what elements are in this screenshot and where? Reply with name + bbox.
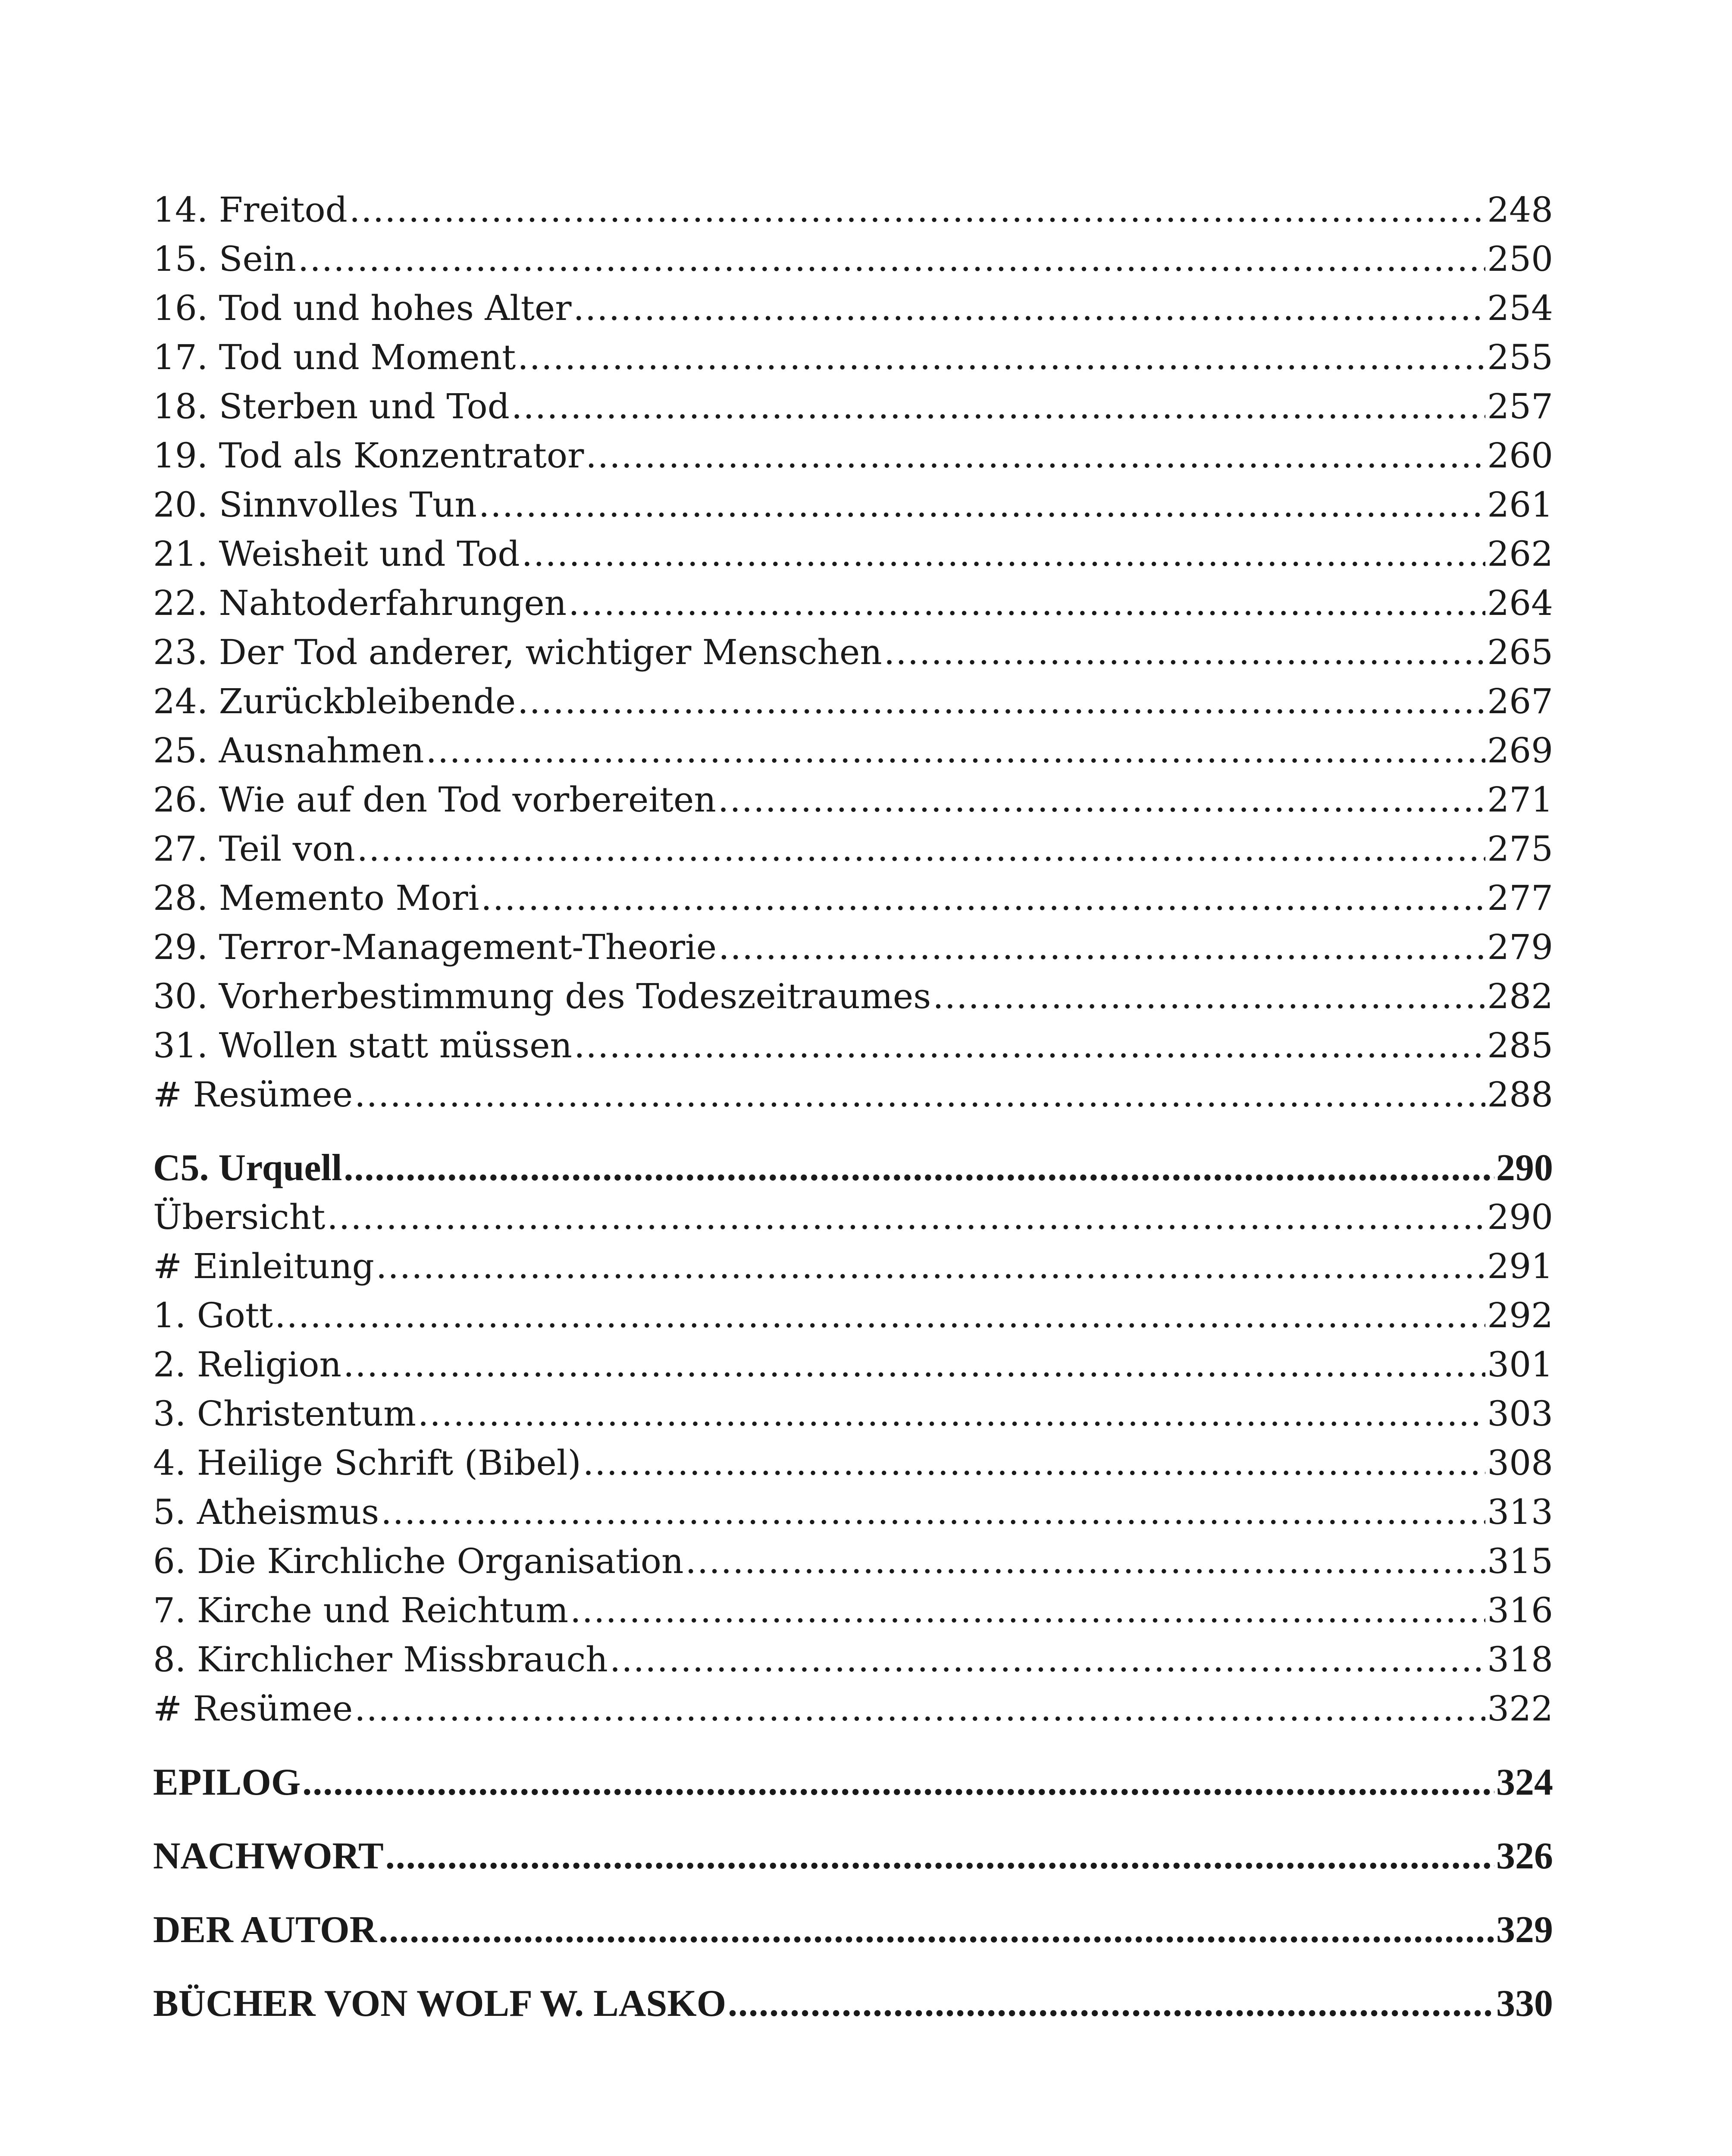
toc-entry[interactable] [153,530,1553,579]
toc-dot-leader [349,185,1485,235]
toc-entry[interactable] [153,235,1553,284]
toc-page-number: 257 [1487,386,1553,426]
toc-entry-title: 19. Tod als Konzentrator [153,436,584,476]
toc-page-number: 301 [1487,1344,1553,1385]
toc-dot-leader [517,677,1485,726]
toc-page-number: 288 [1487,1075,1553,1115]
toc-entry[interactable] [153,1021,1553,1070]
toc-dot-leader [517,333,1485,382]
toc-entry[interactable] [153,1488,1553,1537]
toc-entry[interactable] [153,775,1553,824]
toc-entry-title: NACHWORT [153,1835,384,1877]
toc-page-number: 254 [1487,288,1553,328]
toc-dot-leader [574,1021,1485,1070]
toc-dot-leader [385,1832,1494,1881]
toc-page-number: 260 [1487,436,1553,476]
toc-entry[interactable] [153,628,1553,677]
toc-dot-leader [354,1070,1485,1119]
toc-page-number: 315 [1487,1541,1553,1581]
toc-page-number: 265 [1487,632,1553,672]
toc-section-heading[interactable] [153,1832,1553,1881]
toc-dot-leader [522,530,1486,579]
toc-dot-leader [884,628,1485,677]
toc-dot-leader [718,775,1485,824]
toc-dot-leader [573,284,1485,333]
toc-entry-title: 1. Gott [153,1295,273,1335]
toc-entry[interactable] [153,185,1553,235]
toc-dot-leader [570,1586,1485,1635]
toc-entry-title: 21. Weisheit und Tod [153,534,520,574]
toc-dot-leader [586,431,1485,480]
toc-entry-title: 25. Ausnahmen [153,730,424,771]
toc-page-number: 262 [1487,534,1553,574]
toc-entry-title: DER AUTOR [153,1909,377,1951]
toc-entry-title: 27. Teil von [153,829,355,869]
toc-page-number: 275 [1487,829,1553,869]
toc-section-heading[interactable] [153,1758,1553,1807]
toc-dot-leader [418,1389,1485,1438]
toc-entry-title: 5. Atheismus [153,1492,379,1532]
toc-entry-title: 23. Der Tod anderer, wichtiger Menschen [153,632,882,672]
toc-entry-title: 6. Die Kirchliche Organisation [153,1541,684,1581]
toc-entry[interactable] [153,431,1553,480]
toc-page-number: 282 [1487,976,1553,1016]
toc-entry[interactable] [153,382,1553,431]
toc-entry-title: # Einleitung [153,1246,374,1286]
toc-section-heading[interactable] [153,1979,1553,2028]
toc-entry[interactable] [153,923,1553,972]
toc-entry[interactable] [153,1193,1553,1242]
toc-section-heading[interactable] [153,1144,1553,1193]
toc-dot-leader [327,1193,1485,1242]
toc-dot-leader [610,1635,1485,1684]
toc-entry[interactable] [153,284,1553,333]
toc-page-number: 248 [1487,190,1553,230]
toc-dot-leader [302,1758,1494,1807]
toc-entry-title: 2. Religion [153,1344,341,1385]
toc-entry-title: 22. Nahtoderfahrungen [153,583,567,623]
toc-dot-leader [583,1438,1486,1488]
toc-dot-leader [354,1684,1485,1733]
toc-page-number: 316 [1487,1590,1553,1630]
toc-dot-leader [479,480,1485,530]
toc-entry-title: 31. Wollen statt müssen [153,1025,573,1065]
toc-dot-leader [685,1537,1485,1586]
toc-page-number: 313 [1487,1492,1553,1532]
toc-page-number: 264 [1487,583,1553,623]
toc-entry-title: 4. Heilige Schrift (Bibel) [153,1443,581,1483]
toc-dot-leader [381,1488,1485,1537]
toc-page-number: 308 [1487,1443,1553,1483]
toc-dot-leader [481,874,1485,923]
toc-entry-title: 29. Terror-Management-Theorie [153,927,717,967]
toc-dot-leader [275,1291,1485,1340]
toc-entry[interactable] [153,579,1553,628]
toc-dot-leader [376,1242,1485,1291]
toc-page-number: 267 [1487,681,1553,721]
toc-entry[interactable] [153,1635,1553,1684]
toc-page-number: 303 [1487,1394,1553,1434]
toc-entry[interactable] [153,1340,1553,1389]
toc-entry[interactable] [153,1586,1553,1635]
toc-dot-leader [379,1905,1494,1955]
toc-dot-leader [511,382,1485,431]
toc-page-number: 279 [1487,927,1553,967]
toc-dot-leader [357,824,1486,874]
toc-page-number: 277 [1487,878,1553,918]
toc-entry-title: 7. Kirche und Reichtum [153,1590,569,1630]
toc-entry-title: 28. Memento Mori [153,878,479,918]
toc-entry[interactable] [153,333,1553,382]
toc-page-number: 318 [1487,1639,1553,1680]
toc-dot-leader [933,972,1485,1021]
toc-page-number: 255 [1487,337,1553,377]
toc-entry[interactable] [153,972,1553,1021]
toc-page-number: 290 [1496,1147,1553,1189]
toc-entry-title: 26. Wie auf den Tod vorbereiten [153,780,716,820]
toc-page-number: 269 [1487,730,1553,771]
toc-page-number: 292 [1487,1295,1553,1335]
toc-dot-leader [568,579,1485,628]
toc-page-number: 250 [1487,239,1553,279]
toc-page-number: 290 [1487,1197,1553,1237]
toc-entry[interactable] [153,1389,1553,1438]
toc-entry-title: # Resümee [153,1075,353,1115]
toc-entry[interactable] [153,824,1553,874]
toc-section-heading[interactable] [153,1905,1553,1955]
toc-page-number: 322 [1487,1689,1553,1729]
toc-entry-title: 14. Freitod [153,190,348,230]
toc-entry[interactable] [153,1684,1553,1733]
toc-page-number: 261 [1487,485,1553,525]
toc-entry-title: 8. Kirchlicher Missbrauch [153,1639,608,1680]
toc-entry[interactable] [153,1537,1553,1586]
toc-entry-title: 30. Vorherbestimmung des Todeszeitraumes [153,976,931,1016]
toc-entry-title: Übersicht [153,1197,326,1237]
toc-entry[interactable] [153,1242,1553,1291]
toc-page-number: 324 [1496,1761,1553,1803]
toc-entry-title: 17. Tod und Moment [153,337,516,377]
toc-entry[interactable] [153,1291,1553,1340]
toc-page-number: 271 [1487,780,1553,820]
toc-entry-title: 15. Sein [153,239,296,279]
toc-entry[interactable] [153,480,1553,530]
toc-entry[interactable] [153,1070,1553,1119]
toc-page-number: 329 [1496,1909,1553,1951]
toc-dot-leader [728,1979,1494,2028]
toc-entry-title: EPILOG [153,1761,301,1803]
toc-entry[interactable] [153,1438,1553,1488]
toc-entry[interactable] [153,677,1553,726]
toc-dot-leader [298,235,1485,284]
toc-entry-title: 3. Christentum [153,1394,416,1434]
toc-entry-title: 16. Tod und hohes Alter [153,288,572,328]
toc-entry-title: BÜCHER VON WOLF W. LASKO [153,1983,727,2024]
toc-entry-title: # Resümee [153,1689,353,1729]
toc-dot-leader [718,923,1485,972]
toc-dot-leader [343,1340,1485,1389]
toc-page-number: 285 [1487,1025,1553,1065]
toc-page-number: 326 [1496,1835,1553,1877]
toc-page-number: 330 [1496,1983,1553,2024]
toc-entry-title: 20. Sinnvolles Tun [153,485,477,525]
toc-dot-leader [344,1144,1494,1193]
toc-page-number: 291 [1487,1246,1553,1286]
table-of-contents [153,185,1553,2028]
toc-entry[interactable] [153,874,1553,923]
toc-entry-title: 24. Zurückbleibende [153,681,516,721]
toc-entry[interactable] [153,726,1553,775]
toc-entry-title: 18. Sterben und Tod [153,386,510,426]
toc-entry-title: C5. Urquell [153,1147,342,1189]
toc-dot-leader [426,726,1485,775]
